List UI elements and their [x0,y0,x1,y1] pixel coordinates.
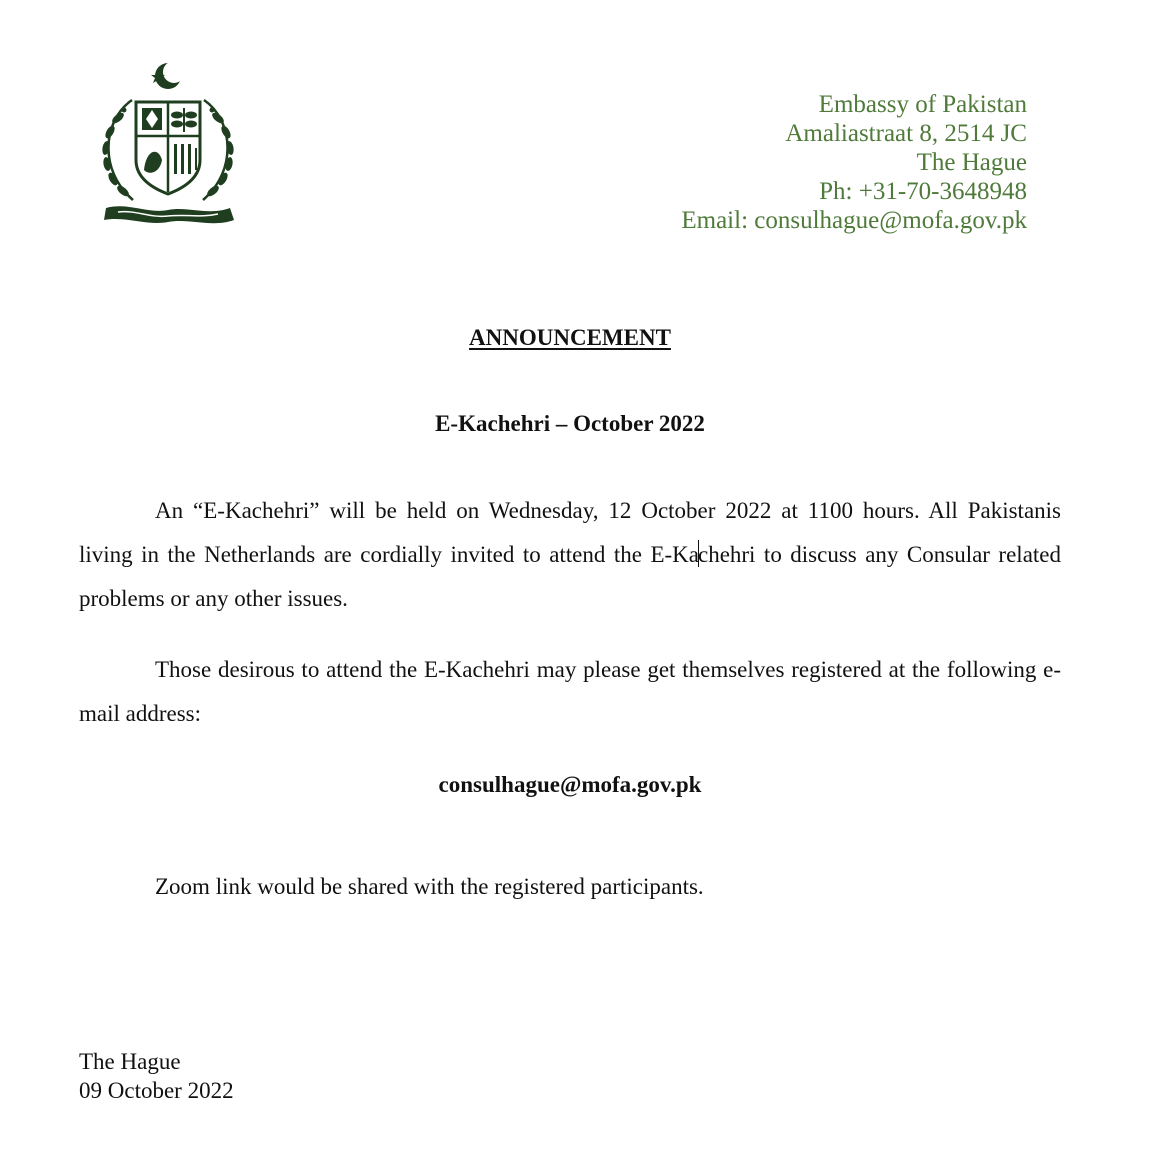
paragraph-event-details-text-a: An “E-Kachehri” will be held on Wednesday, 12 October 2022 at 1100 hours. All Pakistanis living in the Netherlands are cordially invited to attend the E-Ka [79,498,1061,567]
pakistan-state-emblem-icon [88,60,248,230]
signoff-block [79,1047,234,1105]
signoff-place: The Hague [79,1049,181,1074]
announcement-heading: ANNOUNCEMENT [469,325,671,350]
announcement-title: E-Kachehri – October 2022 [435,411,705,436]
registration-email: consulhague@mofa.gov.pk [438,772,702,797]
embassy-address-block [681,90,1027,235]
paragraph-event-details [79,489,1061,621]
embassy-city: The Hague [916,149,1027,176]
paragraph-zoom-link: Zoom link would be shared with the registered participants. [155,874,704,899]
paragraph-event-details-text-b: chehri to discuss any Consular related problems or any other issues. [79,542,1061,611]
embassy-email: Email: consulhague@mofa.gov.pk [681,207,1027,234]
signoff-date: 09 October 2022 [79,1078,234,1103]
state-emblem [88,60,248,230]
embassy-name: Embassy of Pakistan [818,91,1027,118]
paragraph-registration: Those desirous to attend the E-Kachehri may please get themselves registered at the following e-mail address: [79,657,1061,726]
embassy-phone: Ph: +31-70-3648948 [819,178,1027,205]
embassy-street: Amaliastraat 8, 2514 JC [785,120,1027,147]
